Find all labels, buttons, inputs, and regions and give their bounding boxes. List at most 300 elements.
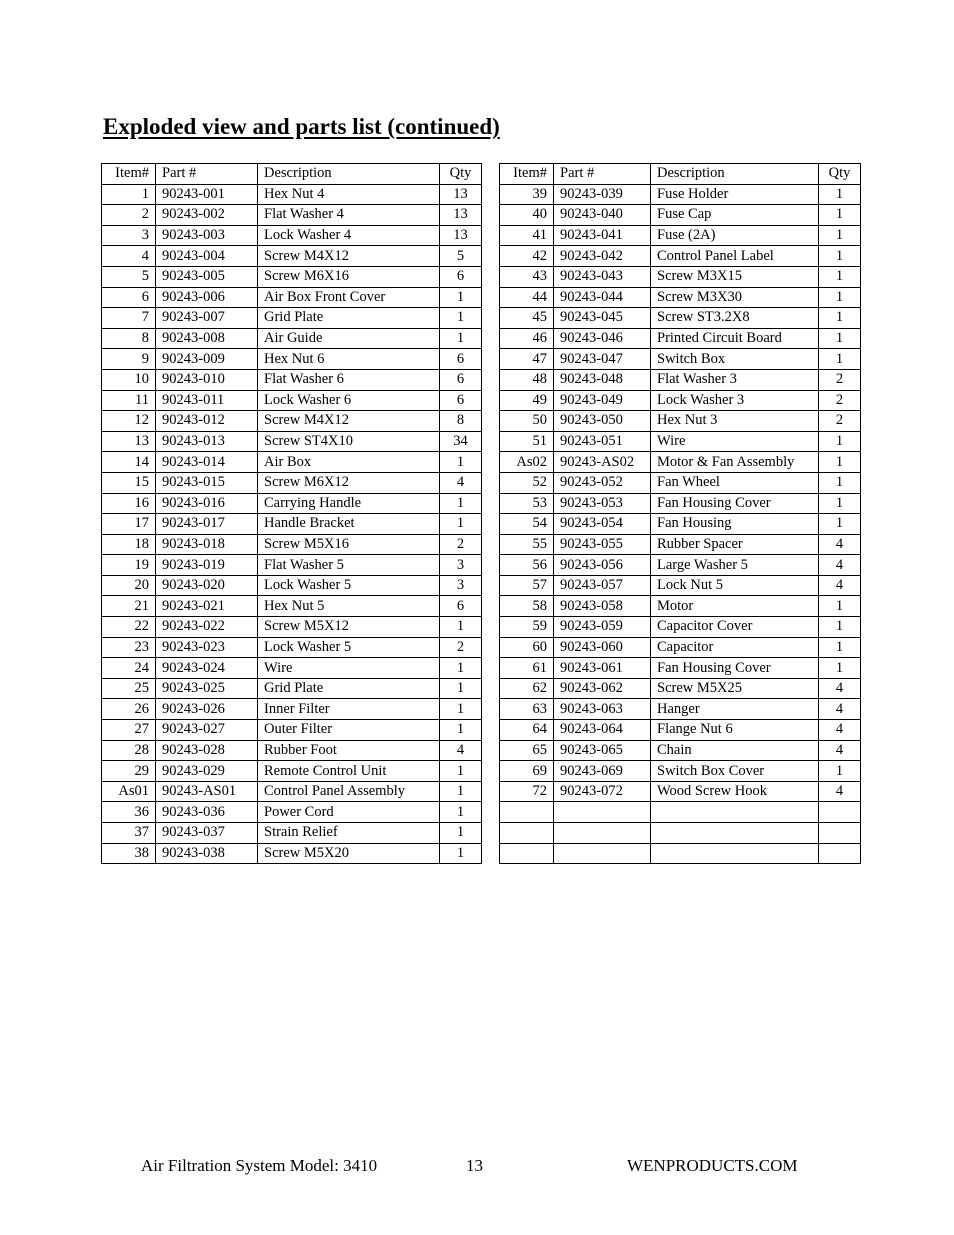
description-cell: Lock Washer 5 — [258, 637, 440, 658]
header-part: Part # — [554, 164, 651, 185]
description-cell: Flat Washer 3 — [651, 369, 819, 390]
item-number-cell — [500, 843, 554, 864]
description-cell: Hex Nut 3 — [651, 411, 819, 432]
part-number-cell: 90243-063 — [554, 699, 651, 720]
item-number-cell: 20 — [102, 575, 156, 596]
part-number-cell: 90243-061 — [554, 658, 651, 679]
description-cell: Wood Screw Hook — [651, 781, 819, 802]
description-cell: Air Box — [258, 452, 440, 473]
description-cell: Motor & Fan Assembly — [651, 452, 819, 473]
quantity-cell: 1 — [440, 761, 482, 782]
description-cell: Flat Washer 6 — [258, 369, 440, 390]
item-number-cell: 49 — [500, 390, 554, 411]
item-number-cell: 18 — [102, 534, 156, 555]
part-number-cell: 90243-053 — [554, 493, 651, 514]
item-number-cell: 8 — [102, 328, 156, 349]
part-number-cell: 90243-062 — [554, 678, 651, 699]
part-number-cell — [554, 843, 651, 864]
part-number-cell: 90243-004 — [156, 246, 258, 267]
page-title: Exploded view and parts list (continued) — [103, 114, 500, 139]
quantity-cell: 1 — [440, 514, 482, 535]
quantity-cell: 1 — [819, 349, 861, 370]
table-row — [500, 431, 861, 452]
quantity-cell: 1 — [819, 617, 861, 638]
quantity-cell: 2 — [440, 534, 482, 555]
item-number-cell: 56 — [500, 555, 554, 576]
header-item: Item# — [500, 164, 554, 185]
item-number-cell: 26 — [102, 699, 156, 720]
table-row — [500, 843, 861, 864]
quantity-cell: 1 — [440, 823, 482, 844]
description-cell: Fuse Cap — [651, 205, 819, 226]
item-number-cell: 53 — [500, 493, 554, 514]
description-cell: Inner Filter — [258, 699, 440, 720]
part-number-cell: 90243-012 — [156, 411, 258, 432]
quantity-cell: 4 — [819, 575, 861, 596]
table-row — [102, 308, 482, 329]
part-number-cell: 90243-019 — [156, 555, 258, 576]
item-number-cell: 69 — [500, 761, 554, 782]
item-number-cell: 63 — [500, 699, 554, 720]
part-number-cell: 90243-057 — [554, 575, 651, 596]
quantity-cell: 1 — [440, 493, 482, 514]
item-number-cell: 60 — [500, 637, 554, 658]
quantity-cell: 2 — [819, 390, 861, 411]
description-cell: Lock Nut 5 — [651, 575, 819, 596]
description-cell: Handle Bracket — [258, 514, 440, 535]
quantity-cell: 6 — [440, 390, 482, 411]
description-cell: Fuse Holder — [651, 184, 819, 205]
item-number-cell: As01 — [102, 781, 156, 802]
item-number-cell: 65 — [500, 740, 554, 761]
table-row — [500, 802, 861, 823]
part-number-cell: 90243-016 — [156, 493, 258, 514]
header-description: Description — [651, 164, 819, 185]
description-cell: Screw ST3.2X8 — [651, 308, 819, 329]
table-row — [500, 369, 861, 390]
item-number-cell: 4 — [102, 246, 156, 267]
item-number-cell: 41 — [500, 225, 554, 246]
description-cell: Screw M5X16 — [258, 534, 440, 555]
quantity-cell: 2 — [819, 411, 861, 432]
description-cell — [651, 843, 819, 864]
item-number-cell: 61 — [500, 658, 554, 679]
part-number-cell: 90243-059 — [554, 617, 651, 638]
part-number-cell: 90243-055 — [554, 534, 651, 555]
quantity-cell: 1 — [440, 843, 482, 864]
part-number-cell: 90243-AS01 — [156, 781, 258, 802]
part-number-cell: 90243-023 — [156, 637, 258, 658]
part-number-cell: 90243-007 — [156, 308, 258, 329]
part-number-cell — [554, 802, 651, 823]
item-number-cell: 3 — [102, 225, 156, 246]
table-row — [102, 287, 482, 308]
item-number-cell: 12 — [102, 411, 156, 432]
item-number-cell: 16 — [102, 493, 156, 514]
description-cell: Screw M4X12 — [258, 411, 440, 432]
table-row — [500, 225, 861, 246]
description-cell: Hex Nut 5 — [258, 596, 440, 617]
item-number-cell: 54 — [500, 514, 554, 535]
description-cell: Strain Relief — [258, 823, 440, 844]
quantity-cell: 1 — [819, 328, 861, 349]
description-cell: Lock Washer 4 — [258, 225, 440, 246]
part-number-cell: 90243-040 — [554, 205, 651, 226]
item-number-cell: 28 — [102, 740, 156, 761]
quantity-cell: 13 — [440, 184, 482, 205]
table-row — [102, 720, 482, 741]
table-row — [500, 390, 861, 411]
quantity-cell: 1 — [440, 308, 482, 329]
quantity-cell: 3 — [440, 575, 482, 596]
item-number-cell: As02 — [500, 452, 554, 473]
table-header-row — [500, 164, 861, 185]
part-number-cell: 90243-047 — [554, 349, 651, 370]
table-row — [102, 637, 482, 658]
table-row — [500, 184, 861, 205]
item-number-cell: 23 — [102, 637, 156, 658]
table-row — [500, 781, 861, 802]
description-cell: Wire — [258, 658, 440, 679]
header-item: Item# — [102, 164, 156, 185]
table-row — [102, 472, 482, 493]
description-cell: Grid Plate — [258, 308, 440, 329]
part-number-cell: 90243-045 — [554, 308, 651, 329]
quantity-cell: 1 — [440, 720, 482, 741]
description-cell — [651, 823, 819, 844]
table-row — [102, 823, 482, 844]
part-number-cell: 90243-041 — [554, 225, 651, 246]
item-number-cell: 58 — [500, 596, 554, 617]
part-number-cell: 90243-017 — [156, 514, 258, 535]
description-cell: Hex Nut 4 — [258, 184, 440, 205]
quantity-cell: 3 — [440, 555, 482, 576]
table-row — [500, 493, 861, 514]
part-number-cell: 90243-001 — [156, 184, 258, 205]
quantity-cell: 2 — [819, 369, 861, 390]
description-cell: Flat Washer 4 — [258, 205, 440, 226]
description-cell: Screw M5X25 — [651, 678, 819, 699]
table-row — [102, 617, 482, 638]
item-number-cell: 38 — [102, 843, 156, 864]
part-number-cell — [554, 823, 651, 844]
description-cell: Screw M6X16 — [258, 266, 440, 287]
description-cell: Rubber Foot — [258, 740, 440, 761]
part-number-cell: 90243-009 — [156, 349, 258, 370]
table-row — [102, 514, 482, 535]
quantity-cell: 1 — [440, 699, 482, 720]
footer-website: WENPRODUCTS.COM — [627, 1156, 798, 1175]
table-row — [102, 843, 482, 864]
table-row — [102, 431, 482, 452]
quantity-cell: 4 — [819, 555, 861, 576]
quantity-cell: 1 — [819, 225, 861, 246]
description-cell: Lock Washer 3 — [651, 390, 819, 411]
description-cell: Rubber Spacer — [651, 534, 819, 555]
quantity-cell: 4 — [819, 534, 861, 555]
quantity-cell: 1 — [819, 431, 861, 452]
quantity-cell: 1 — [819, 287, 861, 308]
table-row — [102, 246, 482, 267]
table-row — [102, 555, 482, 576]
table-row — [102, 575, 482, 596]
table-row — [102, 781, 482, 802]
quantity-cell: 1 — [440, 678, 482, 699]
item-number-cell: 51 — [500, 431, 554, 452]
table-row — [102, 452, 482, 473]
table-row — [500, 266, 861, 287]
quantity-cell: 4 — [440, 472, 482, 493]
part-number-cell: 90243-052 — [554, 472, 651, 493]
table-row — [500, 328, 861, 349]
table-row — [500, 761, 861, 782]
quantity-cell: 1 — [819, 452, 861, 473]
description-cell: Fan Wheel — [651, 472, 819, 493]
description-cell: Screw M3X30 — [651, 287, 819, 308]
description-cell — [651, 802, 819, 823]
item-number-cell: 25 — [102, 678, 156, 699]
quantity-cell: 1 — [440, 802, 482, 823]
quantity-cell: 1 — [440, 452, 482, 473]
quantity-cell: 1 — [819, 205, 861, 226]
part-number-cell: 90243-042 — [554, 246, 651, 267]
part-number-cell: 90243-038 — [156, 843, 258, 864]
table-row — [500, 699, 861, 720]
item-number-cell: 9 — [102, 349, 156, 370]
item-number-cell: 1 — [102, 184, 156, 205]
quantity-cell: 6 — [440, 369, 482, 390]
item-number-cell: 44 — [500, 287, 554, 308]
part-number-cell: 90243-050 — [554, 411, 651, 432]
item-number-cell: 19 — [102, 555, 156, 576]
item-number-cell: 45 — [500, 308, 554, 329]
header-qty: Qty — [440, 164, 482, 185]
part-number-cell: 90243-002 — [156, 205, 258, 226]
part-number-cell: 90243-027 — [156, 720, 258, 741]
part-number-cell: 90243-043 — [554, 266, 651, 287]
quantity-cell: 1 — [819, 761, 861, 782]
item-number-cell: 55 — [500, 534, 554, 555]
part-number-cell: 90243-065 — [554, 740, 651, 761]
description-cell: Wire — [651, 431, 819, 452]
item-number-cell: 43 — [500, 266, 554, 287]
item-number-cell: 42 — [500, 246, 554, 267]
table-row — [102, 699, 482, 720]
table-row — [500, 617, 861, 638]
quantity-cell — [819, 823, 861, 844]
quantity-cell: 13 — [440, 205, 482, 226]
table-header-row — [102, 164, 482, 185]
description-cell: Capacitor — [651, 637, 819, 658]
item-number-cell: 6 — [102, 287, 156, 308]
quantity-cell: 4 — [819, 720, 861, 741]
part-number-cell: 90243-064 — [554, 720, 651, 741]
quantity-cell: 1 — [440, 658, 482, 679]
description-cell: Screw M3X15 — [651, 266, 819, 287]
description-cell: Chain — [651, 740, 819, 761]
quantity-cell: 13 — [440, 225, 482, 246]
item-number-cell: 15 — [102, 472, 156, 493]
description-cell: Control Panel Assembly — [258, 781, 440, 802]
table-row — [500, 287, 861, 308]
quantity-cell: 1 — [440, 617, 482, 638]
item-number-cell: 36 — [102, 802, 156, 823]
table-row — [500, 472, 861, 493]
part-number-cell: 90243-022 — [156, 617, 258, 638]
part-number-cell: 90243-069 — [554, 761, 651, 782]
table-row — [102, 184, 482, 205]
part-number-cell: 90243-046 — [554, 328, 651, 349]
item-number-cell: 22 — [102, 617, 156, 638]
quantity-cell: 8 — [440, 411, 482, 432]
parts-table-right — [499, 163, 861, 864]
header-qty: Qty — [819, 164, 861, 185]
quantity-cell: 4 — [819, 740, 861, 761]
quantity-cell: 1 — [440, 287, 482, 308]
quantity-cell: 1 — [819, 514, 861, 535]
item-number-cell — [500, 802, 554, 823]
part-number-cell: 90243-049 — [554, 390, 651, 411]
table-row — [102, 205, 482, 226]
table-row — [500, 411, 861, 432]
part-number-cell: 90243-025 — [156, 678, 258, 699]
table-row — [102, 411, 482, 432]
quantity-cell: 1 — [819, 637, 861, 658]
part-number-cell: 90243-058 — [554, 596, 651, 617]
item-number-cell: 13 — [102, 431, 156, 452]
quantity-cell: 2 — [440, 637, 482, 658]
part-number-cell: 90243-056 — [554, 555, 651, 576]
description-cell: Remote Control Unit — [258, 761, 440, 782]
part-number-cell: 90243-072 — [554, 781, 651, 802]
item-number-cell: 7 — [102, 308, 156, 329]
part-number-cell: 90243-AS02 — [554, 452, 651, 473]
table-row — [500, 205, 861, 226]
table-row — [102, 328, 482, 349]
table-row — [102, 678, 482, 699]
description-cell: Flange Nut 6 — [651, 720, 819, 741]
table-row — [500, 575, 861, 596]
part-number-cell: 90243-013 — [156, 431, 258, 452]
quantity-cell: 1 — [819, 658, 861, 679]
table-row — [500, 246, 861, 267]
quantity-cell: 1 — [819, 493, 861, 514]
quantity-cell: 1 — [440, 328, 482, 349]
item-number-cell: 5 — [102, 266, 156, 287]
item-number-cell: 14 — [102, 452, 156, 473]
table-row — [102, 658, 482, 679]
quantity-cell: 1 — [819, 308, 861, 329]
part-number-cell: 90243-039 — [554, 184, 651, 205]
quantity-cell: 6 — [440, 349, 482, 370]
description-cell: Screw M5X12 — [258, 617, 440, 638]
footer-model: Air Filtration System Model: 3410 — [141, 1156, 378, 1175]
description-cell: Hex Nut 6 — [258, 349, 440, 370]
table-row — [102, 225, 482, 246]
table-row — [102, 266, 482, 287]
part-number-cell: 90243-014 — [156, 452, 258, 473]
item-number-cell: 52 — [500, 472, 554, 493]
item-number-cell: 57 — [500, 575, 554, 596]
part-number-cell: 90243-008 — [156, 328, 258, 349]
quantity-cell — [819, 843, 861, 864]
part-number-cell: 90243-044 — [554, 287, 651, 308]
item-number-cell: 21 — [102, 596, 156, 617]
description-cell: Hanger — [651, 699, 819, 720]
table-row — [500, 823, 861, 844]
item-number-cell: 27 — [102, 720, 156, 741]
description-cell: Screw M6X12 — [258, 472, 440, 493]
item-number-cell: 17 — [102, 514, 156, 535]
description-cell: Lock Washer 6 — [258, 390, 440, 411]
part-number-cell: 90243-018 — [156, 534, 258, 555]
quantity-cell: 5 — [440, 246, 482, 267]
description-cell: Power Cord — [258, 802, 440, 823]
header-description: Description — [258, 164, 440, 185]
description-cell: Switch Box Cover — [651, 761, 819, 782]
item-number-cell — [500, 823, 554, 844]
table-row — [102, 761, 482, 782]
table-row — [500, 637, 861, 658]
part-number-cell: 90243-020 — [156, 575, 258, 596]
description-cell: Fuse (2A) — [651, 225, 819, 246]
quantity-cell: 4 — [440, 740, 482, 761]
part-number-cell: 90243-051 — [554, 431, 651, 452]
footer-page-number: 13 — [466, 1156, 483, 1175]
item-number-cell: 40 — [500, 205, 554, 226]
table-row — [500, 678, 861, 699]
quantity-cell: 1 — [819, 596, 861, 617]
table-row — [102, 534, 482, 555]
part-number-cell: 90243-029 — [156, 761, 258, 782]
item-number-cell: 62 — [500, 678, 554, 699]
description-cell: Control Panel Label — [651, 246, 819, 267]
part-number-cell: 90243-036 — [156, 802, 258, 823]
description-cell: Screw ST4X10 — [258, 431, 440, 452]
part-number-cell: 90243-011 — [156, 390, 258, 411]
table-row — [102, 349, 482, 370]
table-row — [102, 493, 482, 514]
part-number-cell: 90243-006 — [156, 287, 258, 308]
part-number-cell: 90243-005 — [156, 266, 258, 287]
quantity-cell — [819, 802, 861, 823]
item-number-cell: 72 — [500, 781, 554, 802]
table-row — [500, 555, 861, 576]
quantity-cell: 4 — [819, 678, 861, 699]
description-cell: Lock Washer 5 — [258, 575, 440, 596]
description-cell: Fan Housing Cover — [651, 658, 819, 679]
table-row — [500, 514, 861, 535]
item-number-cell: 24 — [102, 658, 156, 679]
part-number-cell: 90243-028 — [156, 740, 258, 761]
description-cell: Air Box Front Cover — [258, 287, 440, 308]
table-row — [102, 802, 482, 823]
item-number-cell: 46 — [500, 328, 554, 349]
table-row — [500, 534, 861, 555]
quantity-cell: 6 — [440, 266, 482, 287]
item-number-cell: 47 — [500, 349, 554, 370]
description-cell: Grid Plate — [258, 678, 440, 699]
description-cell: Flat Washer 5 — [258, 555, 440, 576]
item-number-cell: 39 — [500, 184, 554, 205]
description-cell: Large Washer 5 — [651, 555, 819, 576]
table-row — [500, 658, 861, 679]
item-number-cell: 29 — [102, 761, 156, 782]
description-cell: Printed Circuit Board — [651, 328, 819, 349]
quantity-cell: 34 — [440, 431, 482, 452]
part-number-cell: 90243-054 — [554, 514, 651, 535]
item-number-cell: 2 — [102, 205, 156, 226]
